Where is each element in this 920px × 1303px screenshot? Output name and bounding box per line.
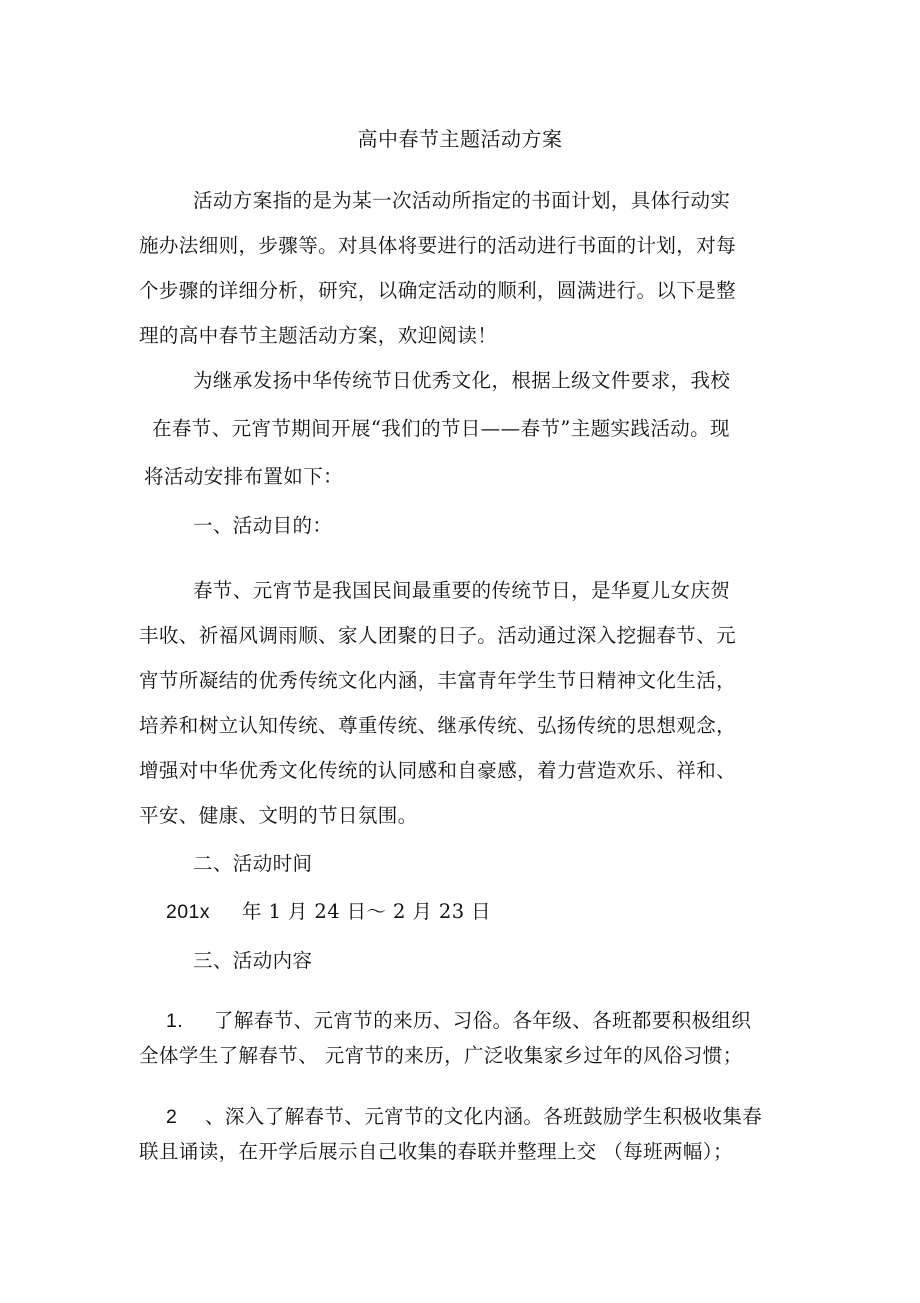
purpose-line-3: 宵节所凝结的优秀传统文化内涵，丰富青年学生节日精神文化生活， bbox=[139, 669, 737, 692]
time-year: 201x bbox=[166, 901, 210, 923]
purpose-line-2: 丰收、祈福风调雨顺、家人团聚的日子。活动通过深入挖掘春节、元 bbox=[139, 624, 737, 647]
preface-line-1: 为继承发扬中华传统节日优秀文化，根据上级文件要求，我校 bbox=[193, 369, 731, 392]
item-1-line-1: 了解春节、元宵节的来历、习俗。各年级、各班都要积极组织 bbox=[214, 1009, 752, 1032]
item-2-line-2: 联且诵读，在开学后展示自己收集的春联并整理上交 （每班两幅）； bbox=[139, 1140, 733, 1163]
time-range: 年 1 月 24 日～ 2 月 23 日 bbox=[242, 900, 492, 923]
item-2-line-1: 、深入了解春节、元宵节的文化内涵。各班鼓励学生积极收集春 bbox=[205, 1105, 763, 1128]
purpose-line-4: 培养和树立认知传统、尊重传统、继承传统、弘扬传统的思想观念， bbox=[139, 714, 737, 737]
item-2-number: 2 bbox=[166, 1106, 178, 1128]
intro-line-3: 个步骤的详细分析，研究，以确定活动的顺利，圆满进行。以下是整 bbox=[139, 279, 737, 302]
intro-line-2: 施办法细则，步骤等。对具体将要进行的活动进行书面的计划，对每 bbox=[139, 234, 737, 257]
purpose-line-1: 春节、元宵节是我国民间最重要的传统节日，是华夏儿女庆贺 bbox=[193, 579, 731, 602]
section-heading-time: 二、活动时间 bbox=[193, 852, 313, 875]
intro-line-4: 理的高中春节主题活动方案，欢迎阅读！ bbox=[139, 324, 498, 347]
purpose-line-6: 平安、健康、文明的节日氛围。 bbox=[139, 804, 418, 827]
section-heading-content: 三、活动内容 bbox=[193, 949, 313, 972]
document-title: 高中春节主题活动方案 bbox=[357, 127, 563, 151]
intro-line-1: 活动方案指的是为某一次活动所指定的书面计划，具体行动实 bbox=[193, 189, 731, 212]
purpose-line-5: 增强对中华优秀文化传统的认同感和自豪感，着力营造欢乐、祥和、 bbox=[139, 759, 737, 782]
preface-line-2: 在春节、元宵节期间开展“我们的节日——春节”主题实践活动。现 bbox=[152, 417, 730, 440]
item-1-line-2: 全体学生了解春节、 元宵节的来历，广泛收集家乡过年的风俗习惯； bbox=[139, 1044, 743, 1067]
item-1-number: 1. bbox=[166, 1010, 184, 1032]
preface-line-3: 将活动安排布置如下： bbox=[144, 465, 344, 488]
section-heading-purpose: 一、活动目的： bbox=[193, 514, 333, 537]
